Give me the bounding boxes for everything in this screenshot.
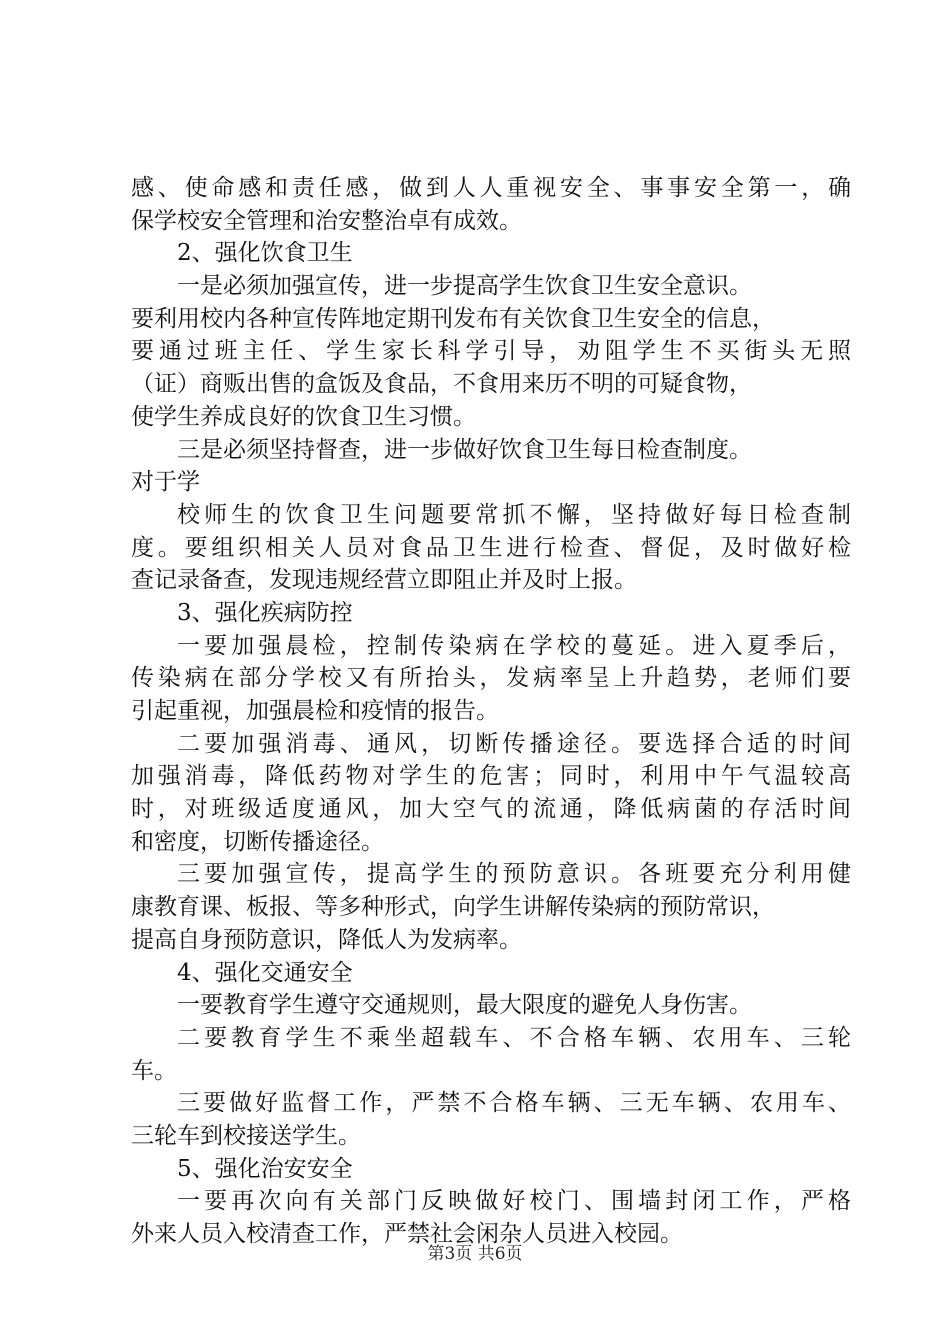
paragraph-line: 外来人员入校清查工作，严禁社会闲杂人员进入校园。 xyxy=(131,1221,683,1247)
paragraph-line: 校师生的饮食卫生问题要常抓不懈，坚持做好每日检查制 xyxy=(177,501,851,528)
section-heading: 2、强化饮食卫生 xyxy=(177,240,353,267)
document-body xyxy=(131,172,851,1251)
paragraph-line: 三要加强宣传，提高学生的预防意识。各班要充分利用健 xyxy=(177,861,851,888)
paragraph-line: 三是必须坚持督查，进一步做好饮食卫生每日检查制度。 xyxy=(177,436,752,463)
paragraph-line: 一要再次向有关部门反映做好校门、围墙封闭工作，严格 xyxy=(177,1188,851,1215)
paragraph-line: 康教育课、板报、等多种形式，向学生讲解传染病的预防常识， xyxy=(131,894,775,921)
paragraph-line: 感、使命感和责任感，做到人人重视安全、事事安全第一，确 xyxy=(131,175,851,201)
paragraph-line: 三要做好监督工作，严禁不合格车辆、三无车辆、农用车、 xyxy=(177,1090,851,1117)
paragraph-line: 保学校安全管理和治安整治卓有成效。 xyxy=(131,207,522,234)
paragraph-line: 查记录备查，发现违规经营立即阻止并及时上报。 xyxy=(131,567,637,594)
paragraph-line: 和密度，切断传播途径。 xyxy=(131,828,384,855)
paragraph-line: 度。要组织相关人员对食品卫生进行检查、督促，及时做好检 xyxy=(131,534,851,561)
page-number-footer: 第3页 共6页 xyxy=(427,1244,523,1264)
paragraph-line: 一要教育学生遵守交通规则，最大限度的避免人身伤害。 xyxy=(177,992,752,1019)
paragraph-line: （证）商贩出售的盒饭及食品，不食用来历不明的可疑食物， xyxy=(131,371,752,398)
paragraph-line: 使学生养成良好的饮食卫生习惯。 xyxy=(131,403,476,430)
paragraph-line: 引起重视，加强晨检和疫情的报告。 xyxy=(131,698,499,724)
paragraph-line: 传染病在部分学校又有所抬头，发病率呈上升趋势，老师们要 xyxy=(131,665,851,692)
paragraph-line: 二要教育学生不乘坐超载车、不合格车辆、农用车、三轮 xyxy=(177,1024,851,1051)
section-heading: 3、强化疾病防控 xyxy=(177,599,353,626)
paragraph-line: 时，对班级适度通风，加大空气的流通，降低病菌的存活时间 xyxy=(131,796,851,823)
section-heading: 4、强化交通安全 xyxy=(177,959,353,986)
paragraph-line: 三轮车到校接送学生。 xyxy=(131,1122,361,1149)
section-heading: 5、强化治安安全 xyxy=(177,1155,353,1182)
paragraph-line: 二要加强消毒、通风，切断传播途径。要选择合适的时间 xyxy=(177,730,851,757)
paragraph-line: 要通过班主任、学生家长科学引导，劝阻学生不买街头无照 xyxy=(131,338,851,365)
paragraph-line: 要利用校内各种宣传阵地定期刊发布有关饮食卫生安全的信息， xyxy=(131,305,775,332)
paragraph-line: 加强消毒，降低药物对学生的危害；同时，利用中午气温较高 xyxy=(131,763,851,790)
paragraph-line: 一是必须加强宣传，进一步提高学生饮食卫生安全意识。 xyxy=(177,273,752,300)
paragraph-line: 车。 xyxy=(131,1057,177,1084)
paragraph-line: 一要加强晨检，控制传染病在学校的蔓延。进入夏季后， xyxy=(177,632,851,659)
paragraph-line: 提高自身预防意识，降低人为发病率。 xyxy=(131,926,522,953)
paragraph-line: 对于学 xyxy=(131,469,200,496)
